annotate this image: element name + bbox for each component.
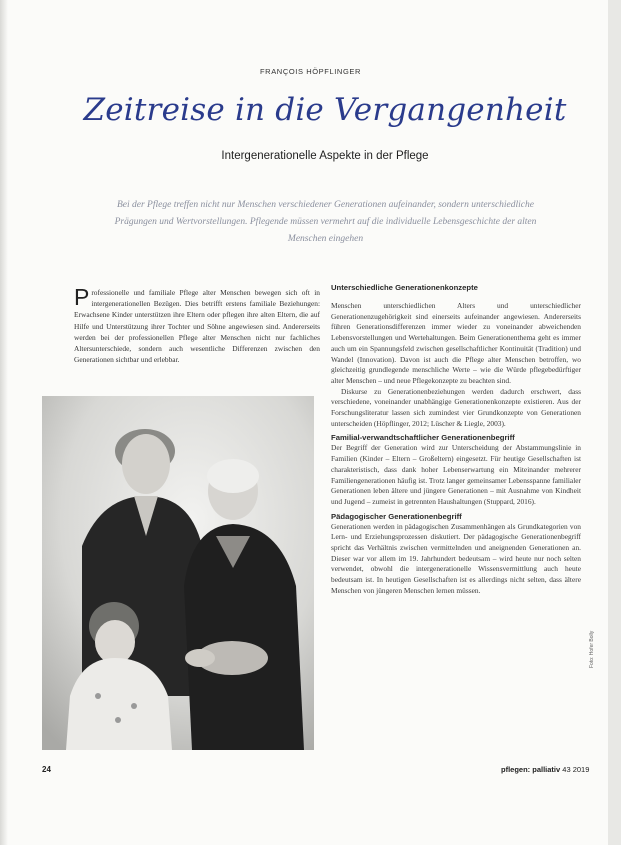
- page-number: 24: [42, 765, 51, 774]
- section-heading: Unterschiedliche Generationenkonzepte: [331, 283, 478, 292]
- section-heading: Familial-verwandtschaftlicher Generationenbegriff: [331, 433, 515, 443]
- section-paragraph: Der Begriff der Generation wird zur Unterscheidung der Abstammungslinie in Familien (Kinder – Eltern – Großeltern) eingesetzt. Für heutige Gesellschaften ist charakteristisch, dass dank hoher Lebenserwartung ein Miteinander mehrerer Familiengenerationen häufig ist. Trotz langer gemeinsamer Lebensspanne familialer Generationen leben ältere und jüngere Generationen – mit Ausnahme von Kindheit und Jugend – zumeist in getrennten Haushaltungen (Stuppard, 2016).: [331, 443, 581, 506]
- journal-footer: [501, 765, 589, 774]
- section-heading: Pädagogischer Generationenbegriff: [331, 511, 462, 521]
- intro-column: [74, 284, 320, 365]
- section-paragraph: Generationen werden in pädagogischen Zusammenhängen als Grundkategorien von Lern- und Erziehungsprozessen diskutiert. Der pädagogische Generationenbegriff spricht das Verhältnis zwischen vermittelnden und aneignenden Generationen an. Dieser war vor allem im 19. Jahrhundert bedeutsam – wird heute nur noch selten verwendet, obwohl die intergenerationelle Wissensvermittlung auch heute bedeutsam ist. In heutigen Gesellschaften ist es allerdings nicht selten, dass ältere Menschen von jüngeren Menschen lernen müssen.: [331, 521, 581, 595]
- intro-text: rofessionelle und familiale Pflege alter Menschen bewegen sich oft in intergenerationellen Bezügen. Dies betrifft erstens familiale Beziehungen: Erwachsene Kinder unterstützen ihre Eltern oder pflegen ihre alten Eltern, die auf Hilfe und Unterstützung ihrer Tochter und Söhne angewiesen sind. Andererseits werden bei der professionellen Pflege alter Menschen nicht nur fachliches Altersunterschiede, sondern auch wesentliche Differenzen zwischen den Generationen sichtbar und erlebbar.: [74, 288, 320, 365]
- photo-credit: Foto: Hofer Bolly: [589, 630, 595, 668]
- right-column: [331, 283, 581, 597]
- lead-paragraph: Bei der Pflege treffen nicht nur Menschen verschiedener Generationen aufeinander, sondern unterschiedliche Prägungen und Wertvorstellungen. Pflegende müssen vermehrt auf die individuelle Lebensgeschichte der alten Menschen eingehen: [114, 200, 537, 244]
- article-title: Zeitreise in die Vergangenheit: [83, 92, 567, 128]
- author-name: FRANÇOIS HÖPFLINGER: [260, 67, 361, 76]
- article-photo: [42, 396, 314, 750]
- drop-cap: P: [74, 284, 90, 310]
- journal-issue: 43 2019: [562, 765, 590, 774]
- article-subtitle: Intergenerationelle Aspekte in der Pflege: [221, 150, 429, 162]
- section-paragraph: Menschen unterschiedlichen Alters und unterschiedlicher Generationenzugehörigkeit sind einerseits aufeinander angewiesen. Andererseits führen Generationsdifferenzen immer wieder zu voneinander abweichenden Lebensvorstellungen und Wertehaltungen. Beim Generationenthema geht es immer auch um ein Spannungsfeld zwischen gesellschaftlicher Kontinuität (Tradition) und Wandel (Innovation). Davon ist auch die Pflege alter Menschen betroffen, wo gleichzeitig grundlegende menschliche Werte – wie die Würde pflegebedürftiger alter Menschen – und neue Pflegekonzepte zu beachten sind.: [331, 301, 581, 385]
- section-paragraph: Diskurse zu Generationenbeziehungen werden dadurch erschwert, dass verschiedene, voneinander unabhängige Generationenkonzepte existieren. Aus der Forschungsliteratur lassen sich zumindest vier Grundkonzepte von Generationen unterscheiden (Höpflinger, 2012; Lüscher & Liegle, 2003).: [331, 386, 581, 428]
- journal-name: pflegen: palliativ: [501, 765, 561, 774]
